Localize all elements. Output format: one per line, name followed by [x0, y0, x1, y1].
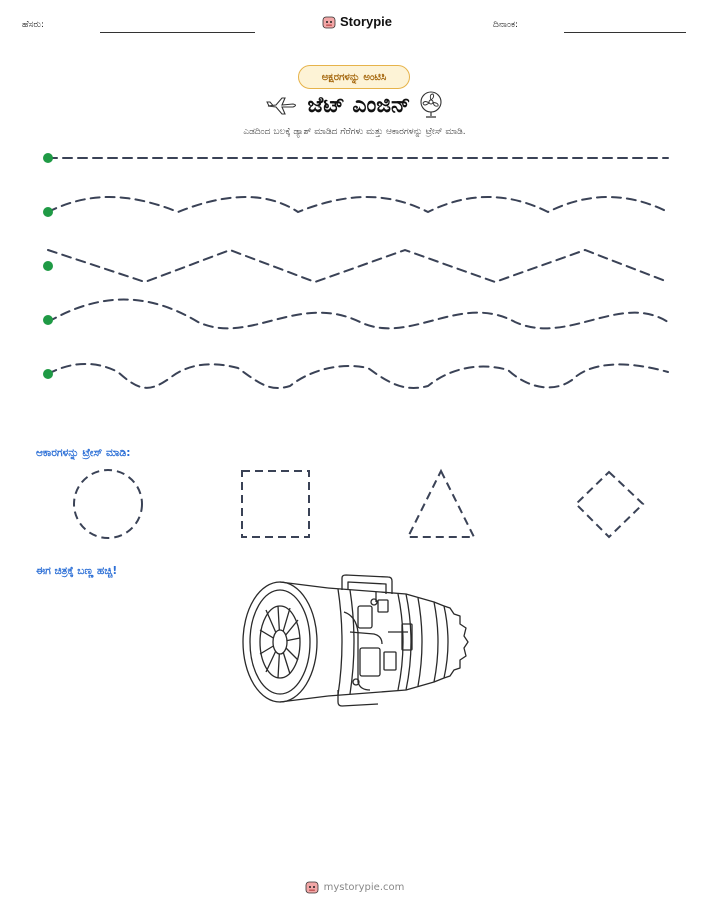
- jet-engine-coloring-image: [238, 572, 470, 710]
- trace-diamond: [576, 472, 643, 537]
- name-field[interactable]: [100, 32, 255, 33]
- brand-name: Storypie: [340, 14, 393, 29]
- page-title: [240, 88, 470, 122]
- jet-plane-icon: [266, 94, 300, 116]
- start-dot: [43, 153, 53, 163]
- start-dot: [43, 369, 53, 379]
- category-badge: ಅಕ್ಷರಗಳನ್ನು ಅಂಟಿಸಿ: [298, 65, 410, 89]
- title-text: ಜೆಟ್ ಎಂಜಿನ್: [307, 92, 411, 118]
- start-dot: [43, 207, 53, 217]
- trace-shapes: [0, 460, 709, 550]
- start-dot: [43, 315, 53, 325]
- trace-line-zigzag: [48, 250, 668, 282]
- footer: [0, 880, 709, 894]
- trace-circle: [74, 470, 142, 538]
- color-heading: ಈಗ ಚಿತ್ರಕ್ಕೆ ಬಣ್ಣ ಹಚ್ಚಿ!: [36, 565, 118, 577]
- trace-line-wave: [48, 197, 668, 212]
- trace-line-bump-wave: [48, 364, 668, 388]
- instruction-text: ಎಡದಿಂದ ಬಲಕ್ಕೆ ಡ್ಯಾಶ್ ಮಾಡಿದ ಗೆರೆಗಳು ಮತ್ತು ಆಕಾರಗಳನ್ನು ಟ್ರೇಸ್ ಮಾಡಿ.: [243, 127, 466, 137]
- name-label: ಹೆಸರು:: [22, 20, 45, 30]
- trace-triangle: [408, 471, 474, 537]
- brand-logo: [322, 14, 392, 29]
- start-dot: [43, 261, 53, 271]
- fan-icon: [418, 91, 444, 119]
- trace-line-wave-2: [48, 300, 668, 329]
- date-field[interactable]: [564, 32, 686, 33]
- tracing-lines: [0, 140, 709, 400]
- date-label: ದಿನಾಂಕ:: [493, 20, 519, 30]
- storypie-mascot-icon: [322, 15, 336, 29]
- trace-square: [242, 471, 309, 537]
- shapes-heading: ಆಕಾರಗಳನ್ನು ಟ್ರೇಸ್ ಮಾಡಿ:: [36, 447, 131, 459]
- footer-url[interactable]: mystorypie.com: [323, 881, 405, 893]
- storypie-mascot-icon: [305, 880, 319, 894]
